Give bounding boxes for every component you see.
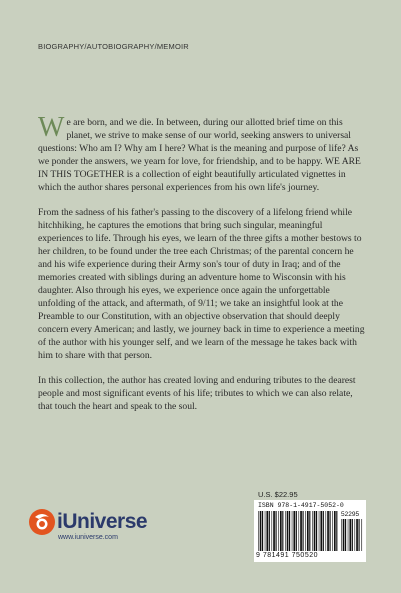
- blurb-paragraph-2: From the sadness of his father's passing to the discovery of a lifelong friend while hitchhiking, he captures the emotions that bring such singular, meaningful experiences to life. Through his eyes, we learn of the three gifts a mother bestows to her children, to be found under the tree each Christmas; of the parental concern he and his wife experience during their Army son's tour of duty in Iraq; and of the memories created with siblings during an adventure home to Wisconsin with his daughter. Also through his eyes, we experience once again the unforgettable unfolding of the attack, and aftermath, of 9/11; we take an insightful look at the Preamble to our Constitution, with an objective observation that should deeply concern every American; and lastly, we journey back in time to experience a meeting of the author with his younger self, and we learn of the message he takes back with him to share with that person.: [38, 207, 365, 361]
- publisher-logo[interactable]: [28, 508, 147, 541]
- isbn-barcode: [254, 500, 366, 562]
- addon-barcode-bars: [341, 519, 363, 551]
- back-cover-blurb: [38, 112, 366, 425]
- category-label: BIOGRAPHY/AUTOBIOGRAPHY/MEMOIR: [38, 42, 189, 51]
- blurb-paragraph-1-text: e are born, and we die. In between, during our allotted brief time on this planet, we strive to make sense of our world, seeking answers to universal questions: Who am I? Why am I here? What is the meaning and purpose of life? As we ponder the answers, we yearn for love, for friendship, and to be happy. WE ARE IN THIS TOGETHER is a collection of eight beautifully articulated vignettes in which the author shares personal experiences from his own life's journey.: [38, 117, 361, 193]
- publisher-name: iUniverse: [57, 510, 148, 533]
- blurb-paragraph-1: [38, 112, 366, 194]
- blurb-paragraph-3: In this collection, the author has created loving and enduring tributes to the dearest people and most significant events of his life; tributes to which we can also relate, that touch the heart and speak to the soul.: [38, 375, 356, 412]
- barcode-bars: [258, 511, 338, 551]
- publisher-url[interactable]: www.iuniverse.com: [58, 534, 118, 541]
- barcode-number: 9 781491 750520: [256, 552, 318, 559]
- drop-cap: W: [38, 112, 65, 143]
- price-label: U.S. $22.95: [258, 490, 298, 499]
- price-addon-number: 52295: [341, 511, 360, 518]
- isbn-text: ISBN 978-1-4917-5052-0: [258, 502, 344, 509]
- iuniverse-swirl-icon: [28, 508, 56, 536]
